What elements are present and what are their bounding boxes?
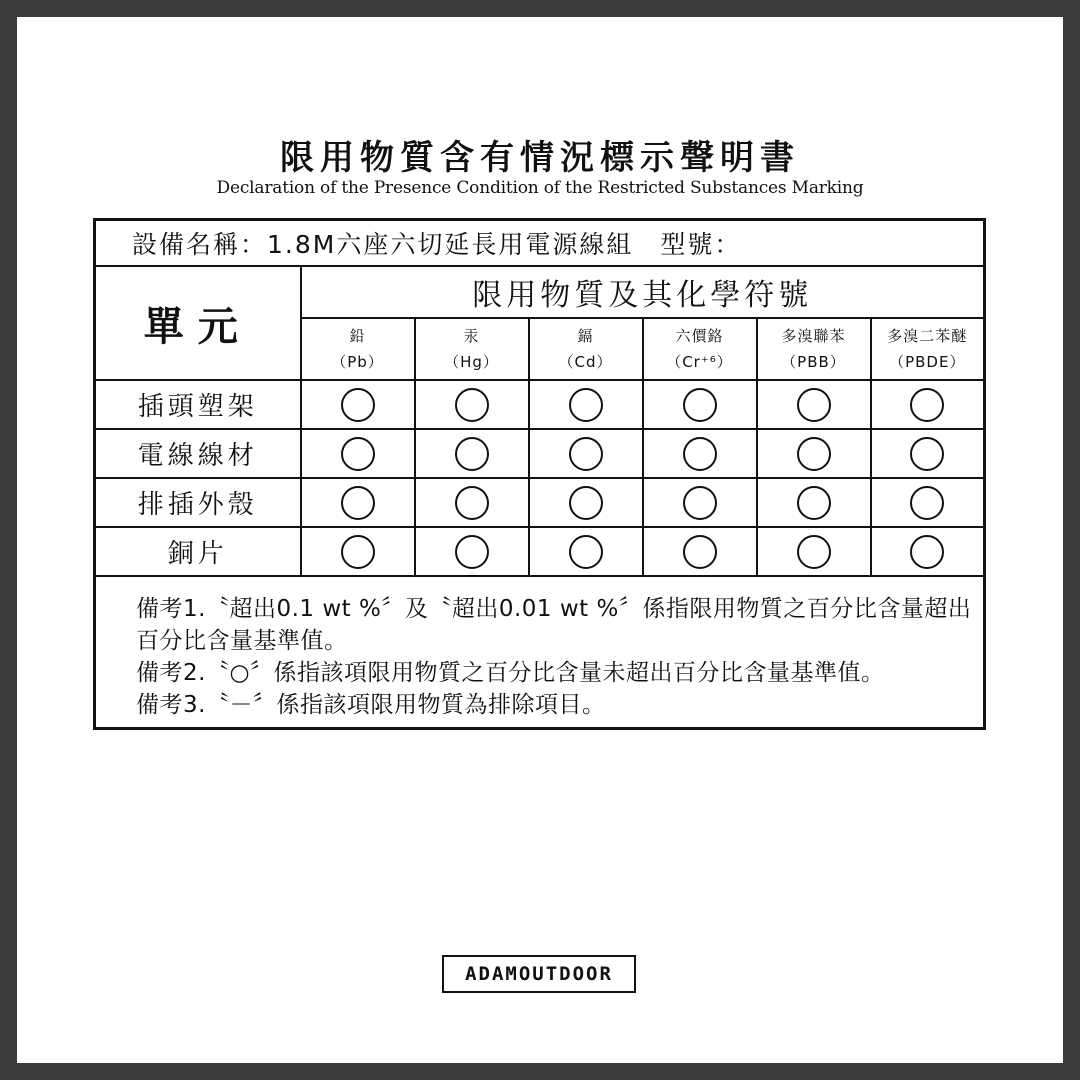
compliance-cell: [871, 429, 985, 478]
substance-header-lead: [301, 318, 415, 380]
substance-header-cadmium: [529, 318, 643, 380]
substance-name: 汞: [463, 327, 480, 345]
table-row: [95, 380, 985, 429]
circle-mark-icon: [569, 486, 603, 520]
circle-mark-icon: [683, 388, 717, 422]
compliance-cell: [529, 478, 643, 527]
compliance-cell: [871, 380, 985, 429]
compliance-cell: [529, 380, 643, 429]
circle-mark-icon: [341, 535, 375, 569]
brand-logo: ADAMOUTDOOR: [442, 955, 636, 993]
substance-symbol: （PBDE）: [889, 353, 966, 371]
restricted-substances-table: [93, 218, 986, 730]
part-name: 排插外殼: [95, 478, 301, 527]
compliance-cell: [301, 478, 415, 527]
substance-symbol: （Cr⁺⁶）: [666, 353, 733, 371]
circle-mark-icon: [683, 486, 717, 520]
equipment-name-line: 設備名稱：1.8M六座六切延長用電源線組 型號：: [95, 220, 985, 267]
compliance-cell: [415, 478, 529, 527]
substance-symbol: （Pb）: [331, 353, 384, 371]
circle-mark-icon: [569, 437, 603, 471]
substance-name: 多溴二苯醚: [887, 327, 968, 345]
compliance-cell: [643, 478, 757, 527]
circle-mark-icon: [341, 486, 375, 520]
circle-mark-icon: [797, 486, 831, 520]
substance-symbol: （PBB）: [781, 353, 846, 371]
note-1: 備考1.〝超出0.1 wt %〞及〝超出0.01 wt %〞係指限用物質之百分比含量超出百分比含量基準值。: [136, 596, 972, 654]
substance-header-mercury: [415, 318, 529, 380]
table-row: [95, 527, 985, 576]
circle-mark-icon: [569, 535, 603, 569]
compliance-cell: [643, 380, 757, 429]
compliance-cell: [301, 429, 415, 478]
circle-mark-icon: [910, 388, 944, 422]
circle-mark-icon: [341, 388, 375, 422]
circle-mark-icon: [910, 486, 944, 520]
note-2: 備考2.〝○〞係指該項限用物質之百分比含量未超出百分比含量基準值。: [136, 660, 885, 686]
substance-header-pbb: [757, 318, 871, 380]
unit-header: 單元: [95, 266, 301, 380]
part-name: 插頭塑架: [95, 380, 301, 429]
part-name: 銅片: [95, 527, 301, 576]
circle-mark-icon: [455, 388, 489, 422]
compliance-cell: [871, 478, 985, 527]
circle-mark-icon: [455, 486, 489, 520]
note-3: 備考3.〝－〞係指該項限用物質為排除項目。: [136, 692, 606, 718]
circle-mark-icon: [797, 437, 831, 471]
compliance-cell: [529, 527, 643, 576]
compliance-cell: [529, 429, 643, 478]
part-rows: [95, 380, 985, 576]
declaration-title: 限用物質含有情況標示聲明書: [280, 138, 800, 178]
circle-mark-icon: [455, 535, 489, 569]
circle-mark-icon: [797, 388, 831, 422]
compliance-cell: [415, 429, 529, 478]
compliance-cell: [871, 527, 985, 576]
substance-header-chromium: [643, 318, 757, 380]
substances-group-header: 限用物質及其化學符號: [301, 266, 985, 318]
compliance-cell: [643, 527, 757, 576]
compliance-cell: [301, 380, 415, 429]
circle-mark-icon: [910, 535, 944, 569]
substance-symbol: （Hg）: [444, 353, 499, 371]
part-name: 電線線材: [95, 429, 301, 478]
compliance-cell: [415, 527, 529, 576]
substance-symbol: （Cd）: [558, 353, 613, 371]
substance-name: 鉛: [349, 327, 366, 345]
circle-mark-icon: [455, 437, 489, 471]
table-row: [95, 478, 985, 527]
substance-name: 鎘: [577, 327, 594, 345]
compliance-cell: [301, 527, 415, 576]
substance-header-pbde: [871, 318, 985, 380]
circle-mark-icon: [797, 535, 831, 569]
compliance-cell: [757, 380, 871, 429]
declaration-subtitle: Declaration of the Presence Condition of the Restricted Substances Marking: [216, 178, 864, 198]
substance-name: 多溴聯苯: [781, 327, 846, 345]
compliance-cell: [757, 527, 871, 576]
compliance-cell: [643, 429, 757, 478]
compliance-cell: [757, 429, 871, 478]
table-row: [95, 429, 985, 478]
circle-mark-icon: [569, 388, 603, 422]
compliance-cell: [415, 380, 529, 429]
circle-mark-icon: [683, 437, 717, 471]
notes-block: [95, 576, 985, 729]
circle-mark-icon: [910, 437, 944, 471]
substance-name: 六價鉻: [675, 327, 724, 345]
circle-mark-icon: [341, 437, 375, 471]
compliance-cell: [757, 478, 871, 527]
circle-mark-icon: [683, 535, 717, 569]
